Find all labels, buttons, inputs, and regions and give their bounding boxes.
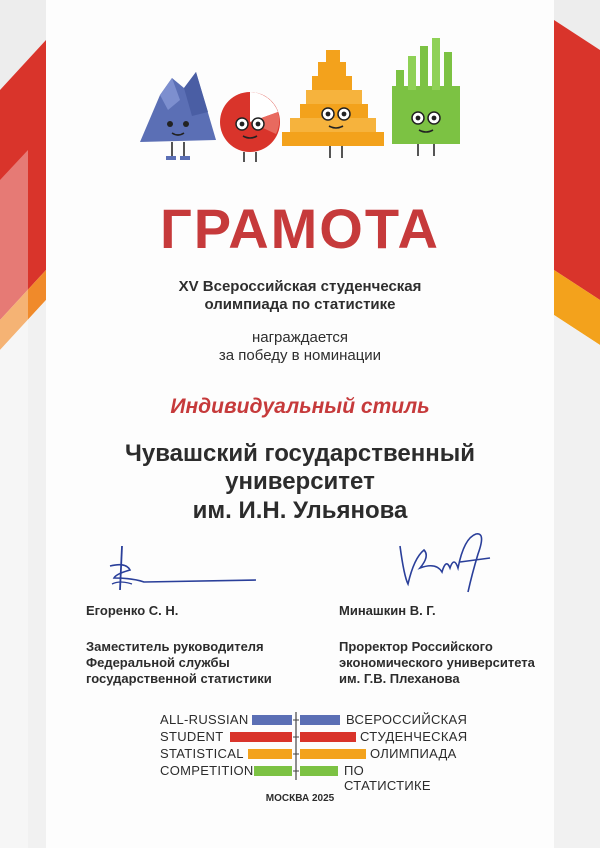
left-ribbon-decoration <box>0 0 46 848</box>
left-position-line-2: Федеральной службы <box>86 655 230 670</box>
logo-row-3 <box>160 746 457 763</box>
logo-row-1 <box>160 712 468 729</box>
certificate-title: ГРАМОТА <box>160 197 440 260</box>
olympiad-name-line-2: олимпиада по статистике <box>204 296 396 313</box>
logo-bar-orange-right <box>300 749 366 759</box>
logo-row-2 <box>160 729 468 746</box>
right-position-line-2: экономического университета <box>339 655 535 670</box>
left-signatory-name: Егоренко С. Н. <box>86 603 179 618</box>
right-position-line-3: им. Г.В. Плеханова <box>339 671 460 686</box>
recipient-line-3: им. И.Н. Ульянова <box>192 497 408 524</box>
recipient-line-1: Чувашский государственный <box>124 440 476 467</box>
logo-row-4 <box>160 763 450 793</box>
mascots-illustration <box>130 30 470 170</box>
pie-chart-mascot <box>220 92 280 162</box>
right-signatory-position <box>339 639 535 687</box>
logo-en-word-4: COMPETITION <box>160 763 254 778</box>
logo-ru-word-2: СТУДЕНЧЕСКАЯ <box>360 729 468 744</box>
city-year: МОСКВА 2025 <box>265 793 335 804</box>
logo-en-word-2: STUDENT <box>160 729 224 744</box>
logo-en-word-1: ALL-RUSSIAN <box>160 712 249 727</box>
logo-bar-green-right <box>300 766 338 776</box>
left-signatory-position <box>86 639 272 687</box>
right-signature-image <box>390 528 500 600</box>
left-signature-image <box>96 540 266 596</box>
recipient-line-2: университет <box>225 468 375 495</box>
award-text-line-1: награждается <box>251 329 349 346</box>
logo-ru-word-3: ОЛИМПИАДА <box>370 746 457 761</box>
logo-ru-word-1: ВСЕРОССИЙСКАЯ <box>346 712 468 727</box>
logo-bar-blue-right <box>300 715 340 725</box>
logo-ru-word-4: ПО СТАТИСТИКЕ <box>344 763 431 793</box>
nomination-title: Индивидуальный стиль <box>170 395 430 418</box>
left-position-line-3: государственной статистики <box>86 671 272 686</box>
logo-bar-red-left <box>230 732 292 742</box>
left-position-line-1: Заместитель руководителя <box>86 639 264 654</box>
right-signatory-name: Минашкин В. Г. <box>339 603 436 618</box>
logo-bar-blue-left <box>252 715 292 725</box>
logo-center-axis <box>292 712 300 782</box>
logo-en-word-3: STATISTICAL <box>160 746 244 761</box>
logo-bar-green-left <box>254 766 292 776</box>
logo-bar-orange-left <box>248 749 292 759</box>
mountain-mascot <box>140 72 216 160</box>
right-position-line-1: Проректор Российского <box>339 639 493 654</box>
bar-chart-mascot <box>392 38 460 156</box>
award-text-line-2: за победу в номинации <box>218 347 382 364</box>
histogram-mascot <box>282 50 384 158</box>
olympiad-logo <box>160 712 468 793</box>
right-ribbon-decoration <box>554 0 600 848</box>
logo-bar-red-right <box>300 732 356 742</box>
olympiad-name-line-1: XV Всероссийская студенческая <box>178 278 422 295</box>
